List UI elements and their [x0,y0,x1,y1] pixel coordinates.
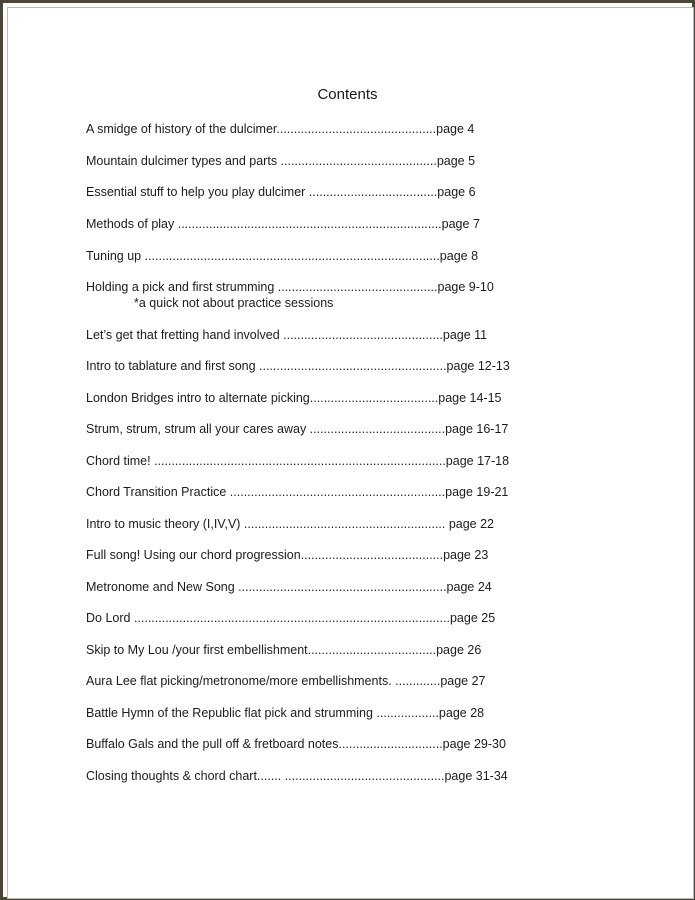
toc-entry: Aura Lee flat picking/metronome/more embellishments. .............page 27 [86,674,486,688]
toc-entry: Methods of play ............................................................................page 7 [86,217,480,231]
toc-entry: Strum, strum, strum all your cares away .......................................page 16-17 [86,422,509,436]
toc-entry: Chord time! ....................................................................................page 17-18 [86,454,510,468]
toc-entry: Skip to My Lou /your first embellishment.....................................page 26 [86,643,482,657]
toc-entry: Tuning up .....................................................................................page 8 [86,249,479,263]
toc-entry-note: *a quick not about practice sessions [134,296,334,310]
toc-entry: Intro to tablature and first song ......................................................page 12-13 [86,359,510,373]
page-title: Contents [317,86,378,103]
toc-entry: Full song! Using our chord progression.........................................page 23 [86,548,489,562]
page-inner-border [7,7,694,899]
toc-entry: Do Lord ...........................................................................................page 25 [86,611,496,625]
toc-entry: Mountain dulcimer types and parts .............................................page 5 [86,154,476,168]
toc-entry: Essential stuff to help you play dulcimer .....................................page 6 [86,185,476,199]
toc-entry: Battle Hymn of the Republic flat pick and strumming ..................page 28 [86,706,485,720]
toc-entry: London Bridges intro to alternate picking.....................................page 14-15 [86,391,502,405]
toc-entry: Metronome and New Song ............................................................page 24 [86,580,492,594]
toc-entry: Closing thoughts & chord chart....... ..............................................page 31-34 [86,769,508,783]
toc-entry: Chord Transition Practice ..............................................................page 19-21 [86,485,509,499]
toc-entry: A smidge of history of the dulcimer..............................................page 4 [86,122,475,136]
toc-entry: Let’s get that fretting hand involved ..............................................page 11 [86,328,488,342]
toc-entry: Holding a pick and first strumming ..............................................page 9-10 [86,280,494,294]
toc-entry: Intro to music theory (I,IV,V) .......................................................... page 22 [86,517,495,531]
toc-entry: Buffalo Gals and the pull off & fretboard notes..............................page 29-30 [86,737,506,751]
